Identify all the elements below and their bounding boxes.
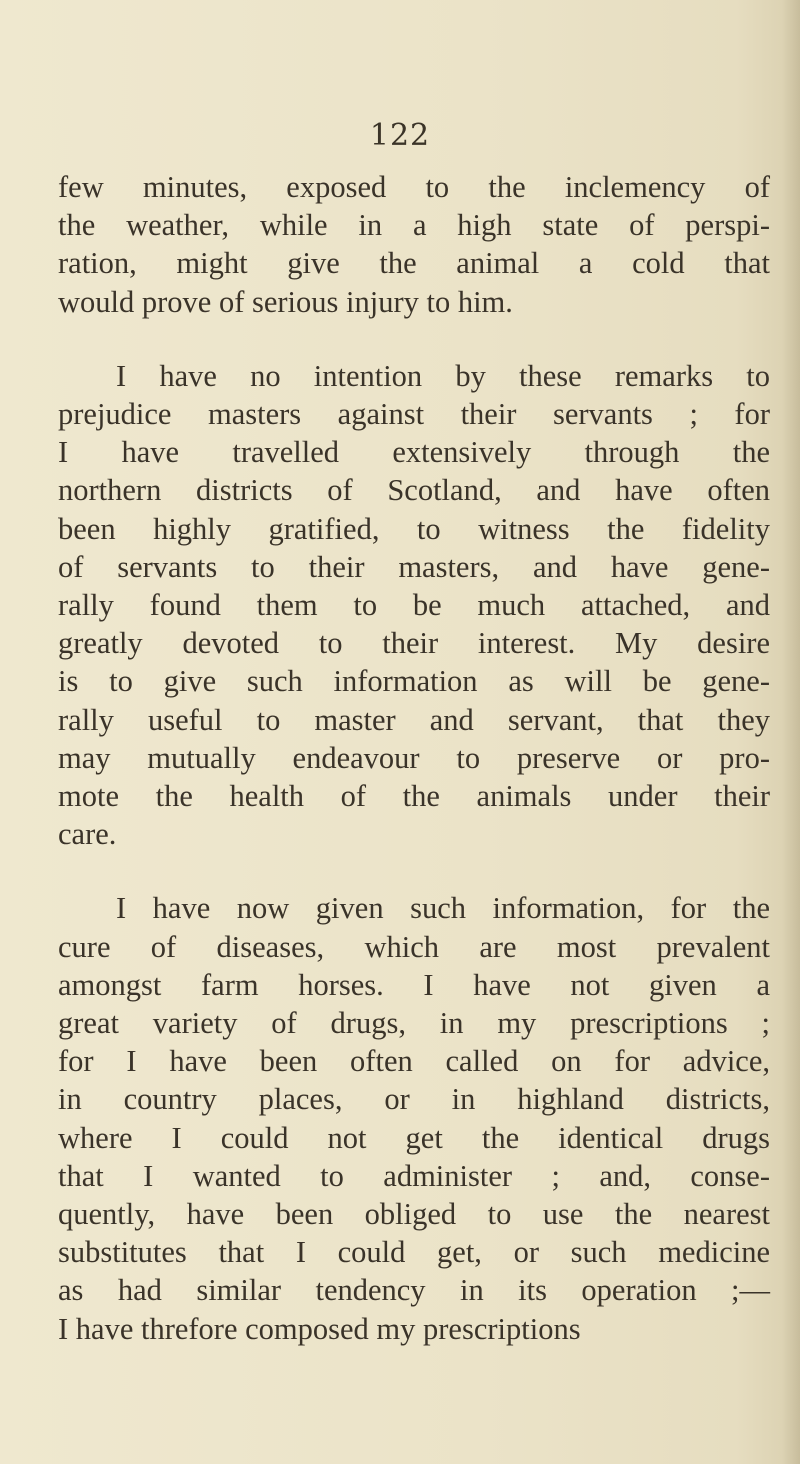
text-line: greatly devoted to their interest. My desire bbox=[58, 626, 770, 661]
text-line: rally found them to be much attached, and bbox=[58, 588, 770, 623]
text-line: mote the health of the animals under their bbox=[58, 779, 770, 814]
text-line: cure of diseases, which are most prevalent bbox=[58, 929, 770, 964]
text-line: where I could not get the identical drugs bbox=[58, 1120, 770, 1155]
text-line: the weather, while in a high state of perspi- bbox=[58, 208, 770, 243]
text-line: care. bbox=[58, 817, 117, 852]
text-line: I have no intention by these remarks to bbox=[116, 358, 770, 393]
text-line: rally useful to master and servant, that they bbox=[58, 702, 770, 737]
text-line: for I have been often called on for advice, bbox=[58, 1044, 770, 1079]
paragraph-2 bbox=[58, 357, 770, 854]
text-line: I have travelled extensively through the bbox=[58, 435, 770, 470]
text-line: prejudice masters against their servants ; for bbox=[58, 397, 770, 432]
text-line: been highly gratified, to witness the fidelity bbox=[58, 511, 770, 546]
text-line: of servants to their masters, and have gene- bbox=[58, 549, 770, 584]
text-line: would prove of serious injury to him. bbox=[58, 284, 513, 319]
text-line: amongst farm horses. I have not given a bbox=[58, 967, 770, 1002]
text-line: northern districts of Scotland, and have often bbox=[58, 473, 770, 508]
text-line: ration, might give the animal a cold that bbox=[58, 246, 770, 281]
text-line: I have now given such information, for the bbox=[116, 891, 770, 926]
text-line: I have threfore composed my prescriptions bbox=[58, 1311, 581, 1346]
page-edge-shadow bbox=[782, 0, 800, 1464]
paragraph-spacer bbox=[58, 853, 770, 889]
text-line: quently, have been obliged to use the nearest bbox=[58, 1197, 770, 1232]
paragraph-1 bbox=[58, 168, 770, 321]
text-line: as had similar tendency in its operation ;— bbox=[58, 1273, 770, 1308]
paragraph-3 bbox=[58, 889, 770, 1347]
text-line: that I wanted to administer ; and, conse- bbox=[58, 1158, 770, 1193]
text-line: great variety of drugs, in my prescriptions ; bbox=[58, 1006, 770, 1041]
text-line: is to give such information as will be gene- bbox=[58, 664, 770, 699]
paragraph-spacer bbox=[58, 321, 770, 357]
text-line: few minutes, exposed to the inclemency of bbox=[58, 170, 770, 204]
body-text bbox=[58, 168, 770, 1348]
text-line: substitutes that I could get, or such medicine bbox=[58, 1235, 770, 1270]
text-line: in country places, or in highland districts, bbox=[58, 1082, 770, 1117]
text-line: may mutually endeavour to preserve or pro- bbox=[58, 740, 770, 775]
page-number: 122 bbox=[369, 118, 431, 153]
